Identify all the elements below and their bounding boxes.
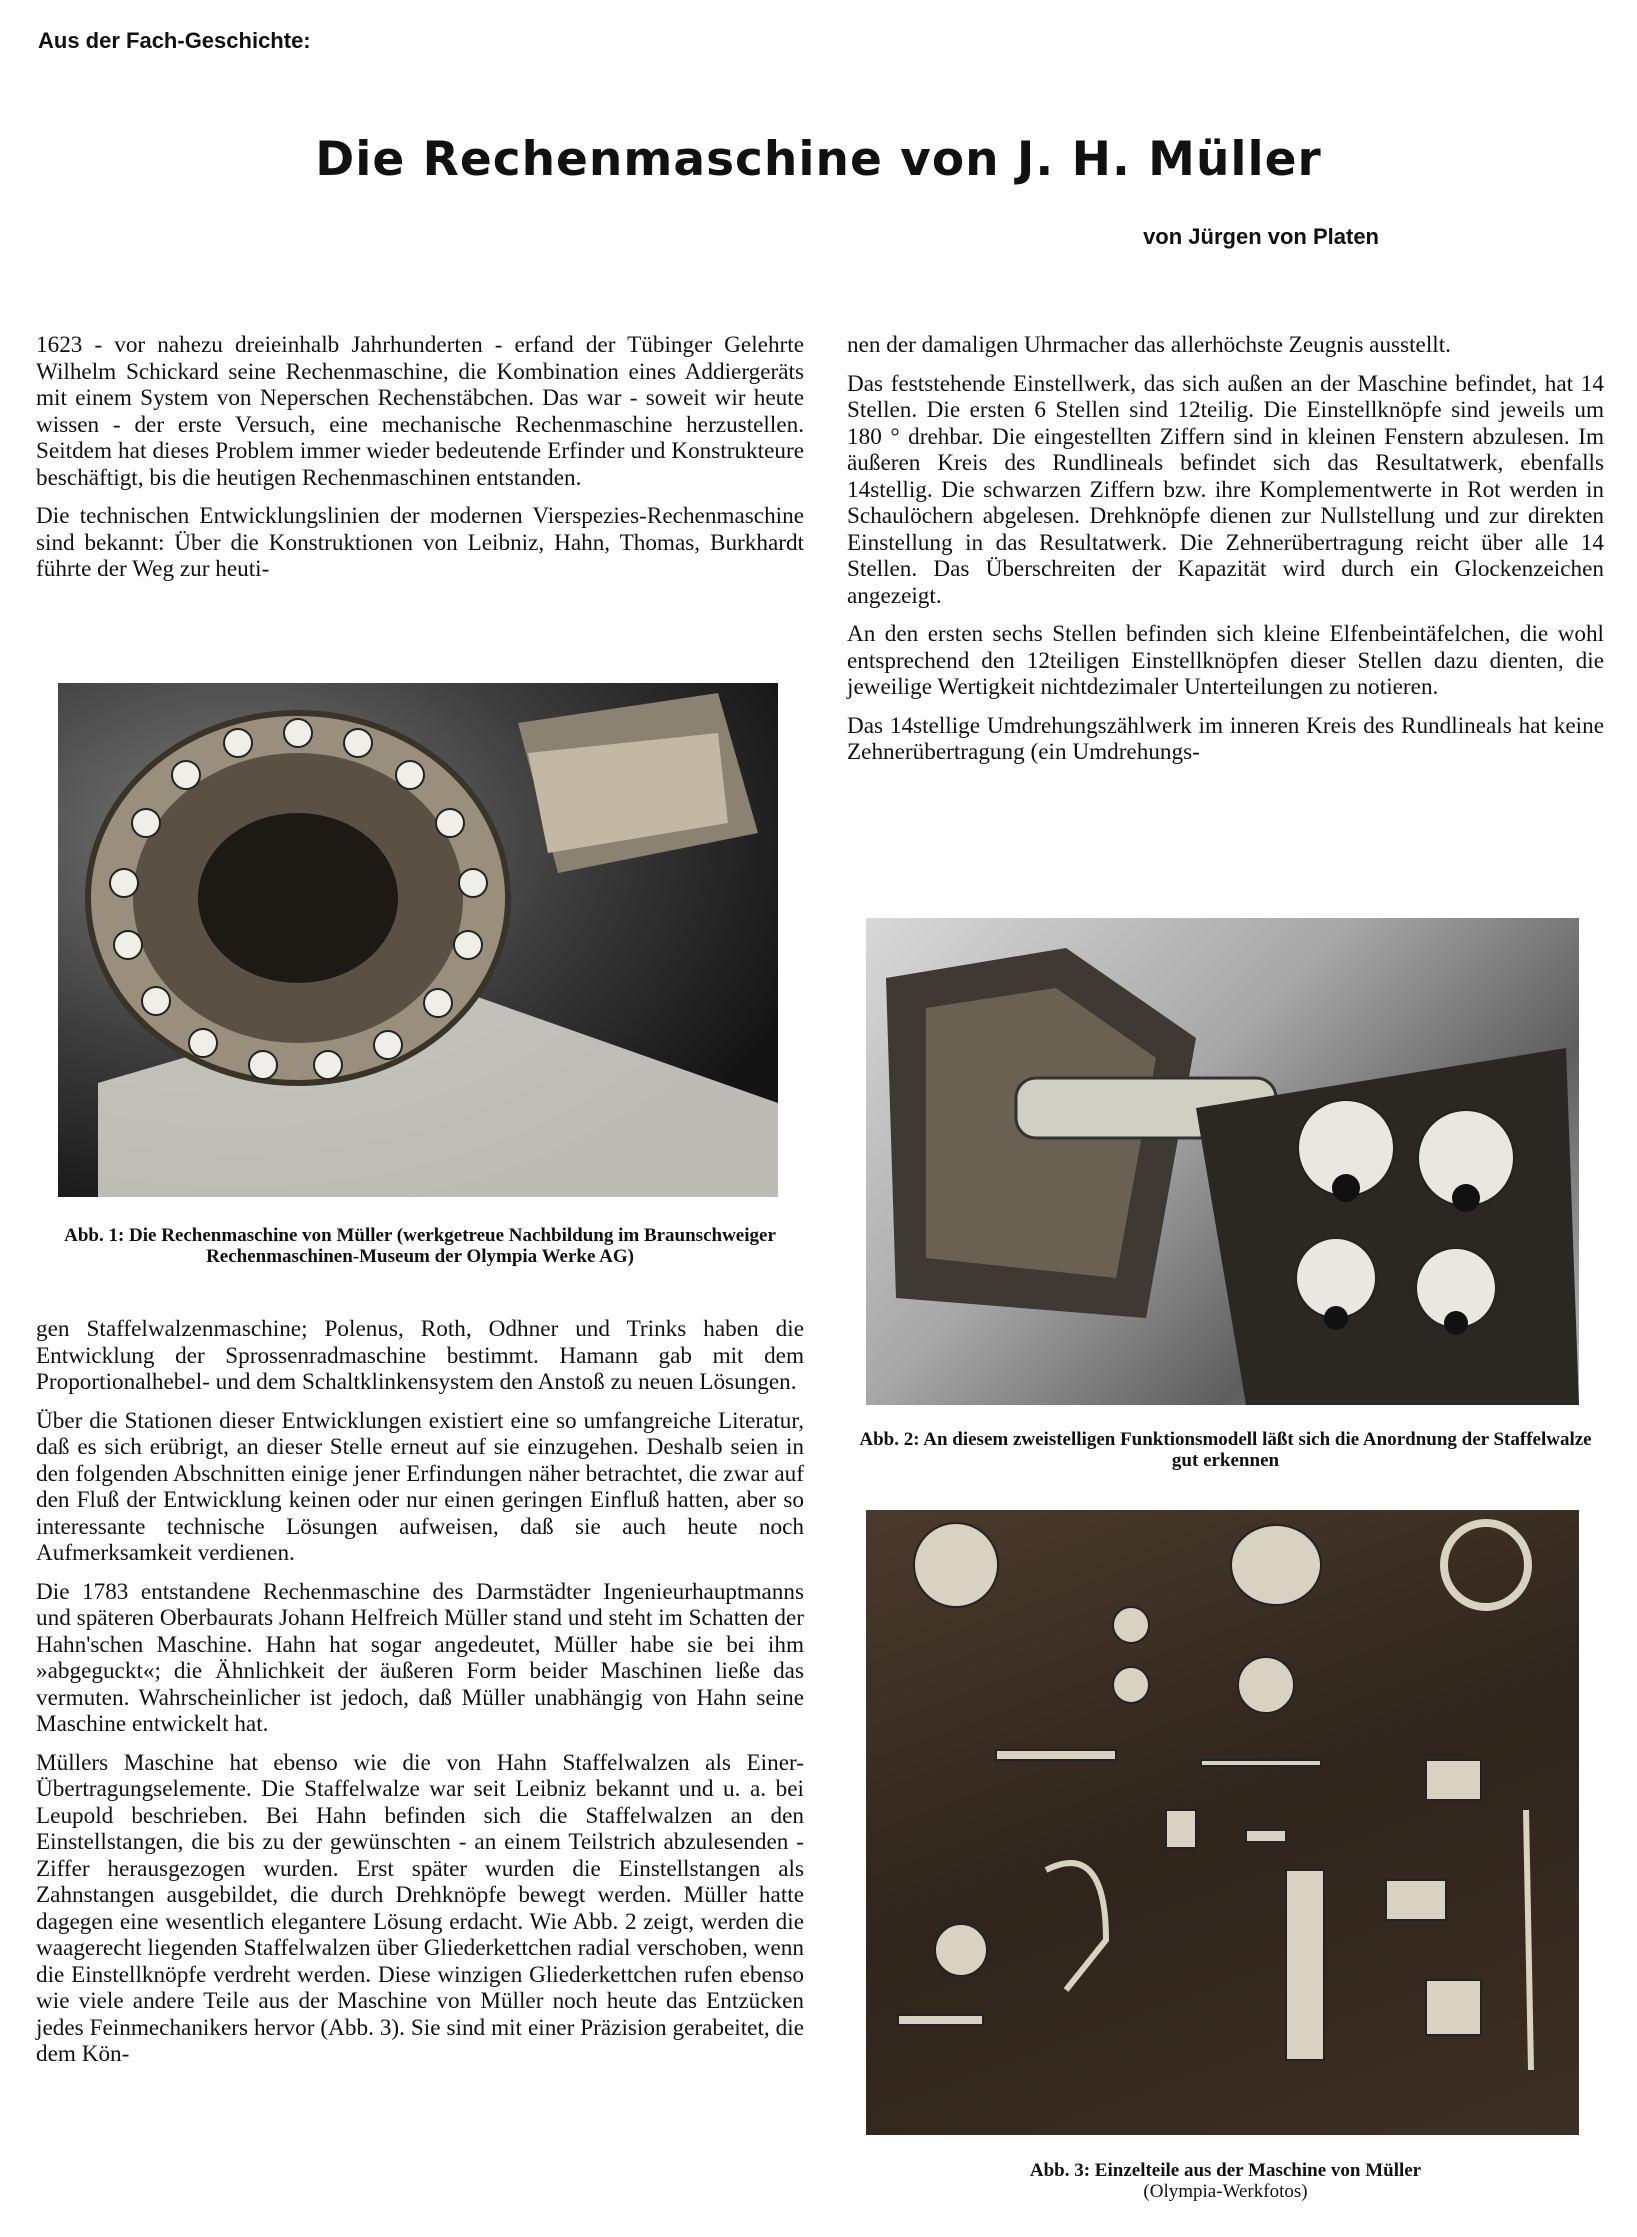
section-label: Aus der Fach-Geschichte:: [38, 28, 311, 53]
figure-2-caption: Abb. 2: An diesem zweistelligen Funktionsmodell läßt sich die Anordnung der Staffelwalze gut erkennen: [859, 1429, 1592, 1471]
figure-1-caption: Abb. 1: Die Rechenmaschine von Müller (werkgetreue Nachbildung im Braunschweiger Rechenmaschinen-Museum der Olympia Werke AG): [64, 1225, 776, 1267]
figure-3-caption: [847, 2160, 1604, 2202]
figure-2-illustration: [866, 918, 1579, 1405]
figure-3-caption-text: Abb. 3: Einzelteile aus der Maschine von Müller: [1029, 2160, 1422, 2181]
left-column-bottom: [36, 1316, 804, 2080]
paragraph: Das 14stellige Umdrehungszählwerk im inneren Kreis des Rundlineals hat keine Zehnerübertragung (ein Umdrehungs-: [847, 712, 1604, 765]
figure-2-photo-function-model: [866, 918, 1579, 1405]
figure-1-illustration: [58, 683, 778, 1197]
figure-3-photo-machine-parts: [866, 1510, 1579, 2135]
paragraph: 1623 - vor nahezu dreieinhalb Jahrhunderten - erfand der Tübinger Gelehrte Wilhelm Schickard seine Rechenmaschine, die Kombination eines Addiergeräts mit einem System von Neperschen Rechenstäbchen. Das war - soweit wir heute wissen - der erste Versuch, eine mechanische Rechenmaschine herzustellen. Seitdem hat dieses Problem immer wieder bedeutende Erfinder und Konstrukteure beschäftigt, bis die heutigen Rechenmaschinen entstanden.: [36, 332, 804, 491]
figure-1-photo-calculating-machine: [58, 683, 778, 1197]
paragraph: Die technischen Entwicklungslinien der modernen Vierspezies-Rechenmaschine sind bekannt: Über die Konstruktionen von Leibniz, Hahn, Thomas, Burkhardt führte der Weg zur heuti-: [36, 503, 804, 582]
paragraph: Das feststehende Einstellwerk, das sich außen an der Maschine befindet, hat 14 Stellen. Die ersten 6 Stellen sind 12teilig. Die Einstellknöpfe sind jeweils um 180 ° drehbar. Die eingestellten Ziffern sind in kleinen Fenstern abzulesen. Im äußeren Kreis des Rundlineals befindet sich das Resultatwerk, ebenfalls 14stellig. Die schwarzen Ziffern bzw. ihre Komplementwerte in Rot werden in Schaulöchern abgelesen. Drehknöpfe dienen zur Nullstellung und zur direkten Einstellung in das Resultatwerk. Die Zehnerübertragung reicht über alle 14 Stellen. Das Überschreiten der Kapazität wird durch ein Glockenzeichen angezeigt.: [847, 370, 1604, 609]
article-author: von Jürgen von Platen: [1143, 224, 1379, 249]
figure-3-credit: (Olympia-Werkfotos): [1143, 2181, 1308, 2202]
right-column-top: [847, 332, 1604, 778]
figure-3-illustration: [866, 1510, 1579, 2135]
paragraph: gen Staffelwalzenmaschine; Polenus, Roth, Odhner und Trinks haben die Entwicklung der Sprossenradmaschine bestimmt. Hamann gab mit dem Proportionalhebel- und dem Schaltklinkensystem den Anstoß zu neuen Lösungen.: [36, 1316, 804, 1395]
paragraph: Über die Stationen dieser Entwicklungen existiert eine so umfangreiche Literatur, daß es sich erübrigt, an dieser Stelle erneut auf sie einzugehen. Deshalb seien in den folgenden Abschnitten einige jener Erfindungen näher betrachtet, die zwar auf den Fluß der Entwicklung keinen oder nur einen geringen Einfluß hatten, aber so interessante technische Lösungen aufweisen, daß sie auch heute noch Aufmerksamkeit verdienen.: [36, 1407, 804, 1566]
paragraph: nen der damaligen Uhrmacher das allerhöchste Zeugnis ausstellt.: [847, 332, 1451, 358]
left-column-top: [36, 332, 804, 595]
paragraph: An den ersten sechs Stellen befinden sich kleine Elfenbeintäfelchen, die wohl entsprechend den 12teiligen Einstellknöpfen dieser Stellen dazu dienten, die jeweilige Wertigkeit nichtdezimaler Unterteilungen zu notieren.: [847, 621, 1604, 700]
paragraph: Die 1783 entstandene Rechenmaschine des Darmstädter Ingenieurhauptmanns und späteren Oberbaurats Johann Helfreich Müller stand und steht im Schatten der Hahn'schen Maschine. Hahn hat sogar angedeutet, Müller habe sie bei ihm »abgeguckt«; die Ähnlichkeit der äußeren Form beider Maschinen ließe das vermuten. Wahrscheinlicher ist jedoch, daß Müller unabhängig von Hahn seine Maschine entwickelt hat.: [36, 1578, 804, 1737]
article-title: Die Rechenmaschine von J. H. Müller: [315, 132, 1322, 187]
paragraph: Müllers Maschine hat ebenso wie die von Hahn Staffelwalzen als Einer-Übertragungselemente. Die Staffelwalze war seit Leibniz bekannt und u. a. bei Leupold beschrieben. Bei Hahn befinden sich die Staffelwalzen an den Einstellstangen, die bis zu der gewünschten - an einem Teilstrich abzulesenden - Ziffer herausgezogen wurden. Erst später wurden die Einstellstangen als Zahnstangen ausgebildet, die durch Drehknöpfe bewegt werden. Müller hatte dagegen eine wesentlich elegantere Lösung erdacht. Wie Abb. 2 zeigt, werden die waagerecht liegenden Staffelwalzen über Gliederkettchen radial verschoben, wenn die Einstellknöpfe verdreht werden. Diese winzigen Gliederkettchen rufen ebenso wie viele andere Teile aus der Maschine von Müller noch heute das Entzücken jedes Feinmechanikers hervor (Abb. 3). Sie sind mit einer Präzision gerabeitet, die dem Kön-: [36, 1749, 804, 2067]
